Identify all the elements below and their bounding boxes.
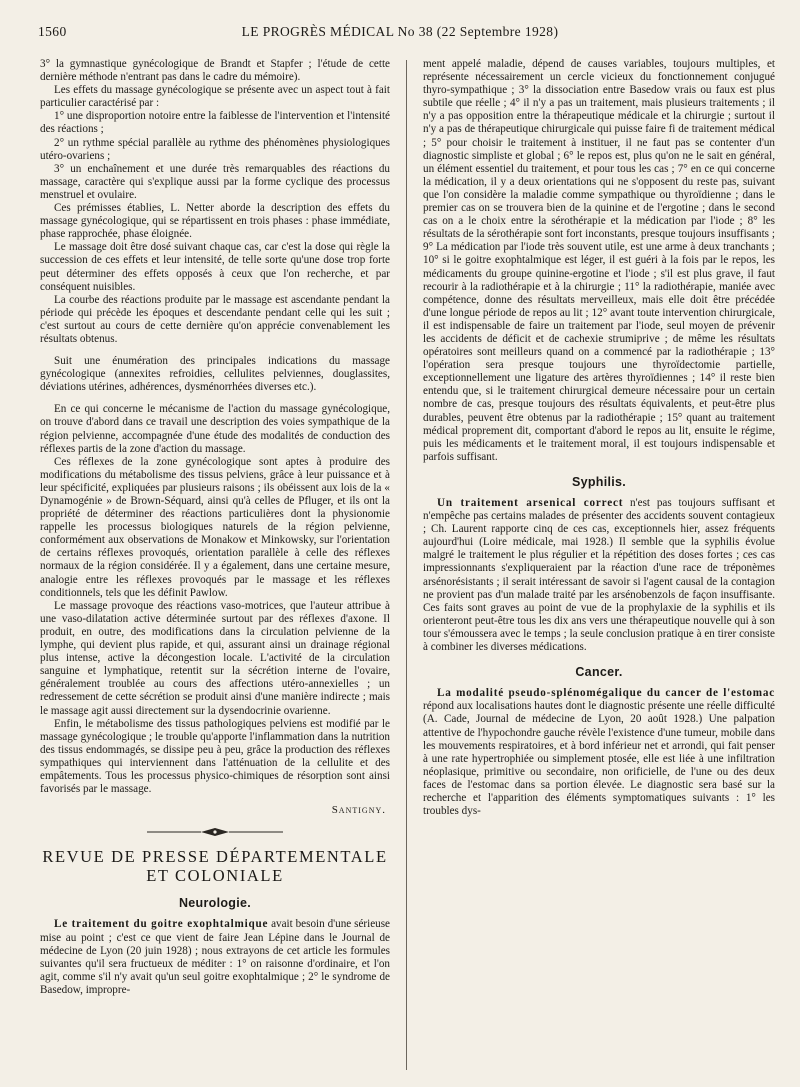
paragraph: 1° une disproportion notoire entre la faiblesse de l'intervention et l'intensité des réactions ;	[40, 110, 390, 136]
ornament-divider	[40, 827, 390, 841]
article-paragraph	[423, 497, 775, 654]
paragraph: Enfin, le métabolisme des tissus pathologiques pelviens est modifié par le massage gynécologique ; le trouble qu'apporte l'inflammation dans la nutrition des tissus endommagés, se dissipe peu à peu, grâce la production des réflexes sympathiques qui interviennent dans l'atténuation de la cellulite et des empâtements. Tous les processus physico-chimiques de résorption sont ainsi favorisés par le massage.	[40, 717, 390, 796]
section-title-neurologie: Neurologie.	[178, 896, 252, 911]
paragraph: Le massage doit être dosé suivant chaque cas, car c'est la dose qui règle la succession de ces effets et leur intensité, de telle sorte qu'une dose trop forte peut déterminer des effets opposés à ceux que l'on recherche, et par conséquent nuisibles.	[40, 241, 390, 293]
article-lead: Un traitement arsenical correct	[437, 497, 624, 509]
paragraph: 3° un enchaînement et une durée très remarquables des réactions du massage, caractère qui s'explique aussi par la forme cyclique des processus menstruel et ovulaire.	[40, 162, 390, 201]
right-column	[423, 58, 775, 1078]
article-paragraph	[40, 918, 390, 997]
page-number: 1560	[38, 24, 67, 39]
section-rubric	[40, 847, 390, 885]
left-column	[40, 58, 390, 1078]
page-header	[38, 24, 762, 44]
paragraph: Ces réflexes de la zone gynécologique sont aptes à produire des modifications du métabolisme des tissus pelviens, grâce à leur puissance et à leur spécificité, expliquées par plusieurs raisons ; ils obéissent aux lois de la « Dynamogénie » de Brown-Séquard, ainsi qu'à celles de Pfluger, et ils ont la propriété de déterminer des réactions particulières dont la physionomie rappelle les processus biologiques naturels de la région pelvienne, conformément aux observations de Monakow et Minkowsky, sur l'orientation de certains réflexes provoqués, orientation parallèle à celle des réflexes normaux de la région considérée. Il y a également, dans une certaine mesure, analogie entre les réflexes provoqués par le massage et les réflexes conditionnels, tels que les définit Pawlow.	[40, 455, 390, 599]
author-signature: Santigny.	[331, 804, 386, 817]
paragraph: 2° un rythme spécial parallèle au rythme des phénomènes physiologiques utéro-ovariens ;	[40, 136, 390, 162]
article-body: n'est pas toujours suffisant et n'empêche pas certains malades de présenter des accidents souvent contagieux ; Ch. Laurent rapporte cinq de ces cas, exceptionnels hier, assez fréquents aujourd'hui (Loire médicale, mai 1928.) Il semble que la syphilis évolue malgré le traitement le plus régulier et la répétition des doses fortes ; ces cas impressionnants s'expliqueraient par la réaction d'une race de tréponèmes arsénorésistants ; il serait intéressant de savoir si l'agent causal de la contagion ne provient pas d'un malade traité par les arsénobenzols de façon insuffisante. Ces faits sont graves au point de vue de la prophylaxie de la syphilis et ils orienteront peut-être tous les dix ans vers une thérapeutique nouvelle qui à son tour s'émoussera avec le temps ; la seule conclusion pratique à en tirer consiste à combiner les diverses médications.	[423, 497, 775, 654]
section-title-syphilis: Syphilis.	[571, 474, 627, 489]
paragraph: ment appelé maladie, dépend de causes variables, toujours multiples, et représente nécessairement un cercle vicieux du fonctionnement conjugué thyro-sympathique ; 3° la dissociation entre Basedow vrais ou faux est plus subtile que réelle ; 4° il n'y a pas un traitement, mais plusieurs traitements ; il n'y a pas opposition entre la thérapeutique médicale et la chirurgie ; surtout il n'y a pas de thérapeutique chirurgicale qui puisse faire fi de traitement médical ; 5° pour choisir le traitement à instituer, il ne faut pas se contenter d'un diagnostic simpliste et global ; 6° le repos est, plus qu'on ne le sait en général, un élément essentiel du traitement, et pour tous les cas ; 7° en ce qui concerne la médication, il y a deux orientations qui ne s'opposent du reste pas, suivant que l'on considère la maladie comme sympathique ou thyroïdienne ; dans le premier cas on se trouvera bien de la quinine et de l'ergotine ; dans le second cas on a le choix entre la sérothérapie et la médication par l'iode ; 8° les résultats de la sérothérapie sont fort inconstants, presque toujours insuffisants ; 9° La médication par l'iode très souvent utile, est une arme à deux tranchants ; 10° si le goitre exophtalmique est léger, il est guéri à la fois par le repos, les médicaments du groupe quinine-ergotine et l'iode ; s'il est plus grave, il faut recourir à la radiothérapie et à la chirurgie ; 11° la radiothérapie, maniée avec compétence, donne des résultats merveilleux, mais elle doit être précédée d'une longue période de repos au lit ; 12° avant toute intervention chirurgicale, il est indispensable de faire un traitement par l'iode, seul moyen de prévenir les accidents de déficit et de cachexie strumiprive ; de même les résultats opératoires sont meilleurs quand on a commencé par la radiothérapie ; 13° l'opération sera presque toujours une thyroïdectomie partielle, exceptionnellement une ligature des artères thyroïdiennes ; 14° il reste bien entendu que, si le traitement chirurgical demeure nécessaire pour un certain nombre de cas, presque toujours des résultats équivalents, et peut-être plus durables, peuvent être obtenus par la radiothérapie ; 15° quant au traitement médical proprement dit, comportant d'abord le repos au lit, ensuite le régime, puis les médicaments et le traitement moral, il est toujours indispensable et parfois suffisant.	[423, 58, 775, 463]
paragraph: Ces prémisses établies, L. Netter aborde la description des effets du massage gynécologique, qui se répartissent en trois phases : phase immédiate, phase rapprochée, phase éloignée.	[40, 202, 390, 241]
journal-title: LE PROGRÈS MÉDICAL No 38 (22 Septembre 1928)	[241, 24, 559, 39]
article-body: répond aux localisations hautes dont le diagnostic présente une réelle difficulté (A. Cade, Journal de médecine de Lyon, 20 août 1928.) Une palpation attentive de l'hypochondre gauche révèle l'existence d'une tumeur, mobile dans les mouvements respiratoires, et à bord inférieur net et arrondi, qui fait penser à une rate hypertrophiée ou simplement ptosée, elle est liée à une infiltration néoplasique, primitive ou secondaire, non orificielle, de l'une ou des deux faces de l'estomac dans sa portion élevée. Le diagnostic sera basé sur la recherche et l'apparition des éléments symptomatiques suivants : 1° les troubles dys-	[423, 700, 775, 818]
paragraph: Les effets du massage gynécologique se présente avec un aspect tout à fait particulier caractérisé par :	[40, 84, 390, 110]
ornament-icon	[145, 827, 285, 837]
article-paragraph	[423, 687, 775, 818]
column-divider	[406, 60, 407, 1070]
rubric-line: REVUE DE PRESSE DÉPARTEMENTALE	[42, 847, 388, 867]
section-title-cancer: Cancer.	[575, 665, 623, 680]
paragraph: Suit une énumération des principales indications du massage gynécologique (annexites refroidies, cellulites pelviennes, douglassites, déviations utérines, adhérences, dysménorrhées diverses etc.).	[40, 355, 390, 394]
article-body: avait besoin d'une sérieuse mise au point ; c'est ce que vient de faire Jean Lépine dans le Journal de médecine de Lyon (20 juin 1928) ; nous extrayons de cet article les formules suivantes qu'il sera fructueux de méditer : 1° on raisonne d'ordinaire, et l'on agit, comme s'il n'y avait qu'un seul goitre exophtalmique ; 2° le syndrome de Basedow, impropre-	[40, 918, 390, 996]
paragraph: La courbe des réactions produite par le massage est ascendante pendant la période qui précède les époques et descendante pendant celle qui les suit ; c'est surtout au cours de cette dernière qu'on apprécie convenablement les résultats obtenus.	[40, 293, 390, 345]
article-lead: La modalité pseudo-splénomégalique du cancer de l'estomac	[437, 687, 775, 700]
rubric-line: ET COLONIALE	[146, 866, 284, 886]
article-lead: Le traitement du goitre exophtalmique	[54, 918, 269, 931]
paragraph: En ce qui concerne le mécanisme de l'action du massage gynécologique, on trouve d'abord dans ce travail une description des voies sympathique de la région pelvienne, accompagnée d'une étude des modalités de conduction des réflexes partis de la zone d'action du massage.	[40, 403, 390, 455]
paragraph: Le massage provoque des réactions vaso-motrices, que l'auteur attribue à une vaso-dilatation active déterminée surtout par des réflexes d'axone. Il produit, en outre, des modifications dans la circulation pelvienne de la lymphe, qui devient plus rapide, et qui, assurant ainsi un drainage régional plus intense, active la décongestion locale. L'activité de la circulation sanguine et lymphatique, retentit sur la sécrétion interne de l'ovaire, généralement troublée au cours des affections utéro-annexielles ; un redressement de cette sécrétion se produit ainsi d'une manière indirecte ; mais le massage agit aussi directement sur la dysendocrinie ovarienne.	[40, 599, 390, 717]
paragraph: 3° la gymnastique gynécologique de Brandt et Stapfer ; l'étude de cette dernière méthode n'entrant pas dans le cadre du mémoire).	[40, 58, 390, 84]
